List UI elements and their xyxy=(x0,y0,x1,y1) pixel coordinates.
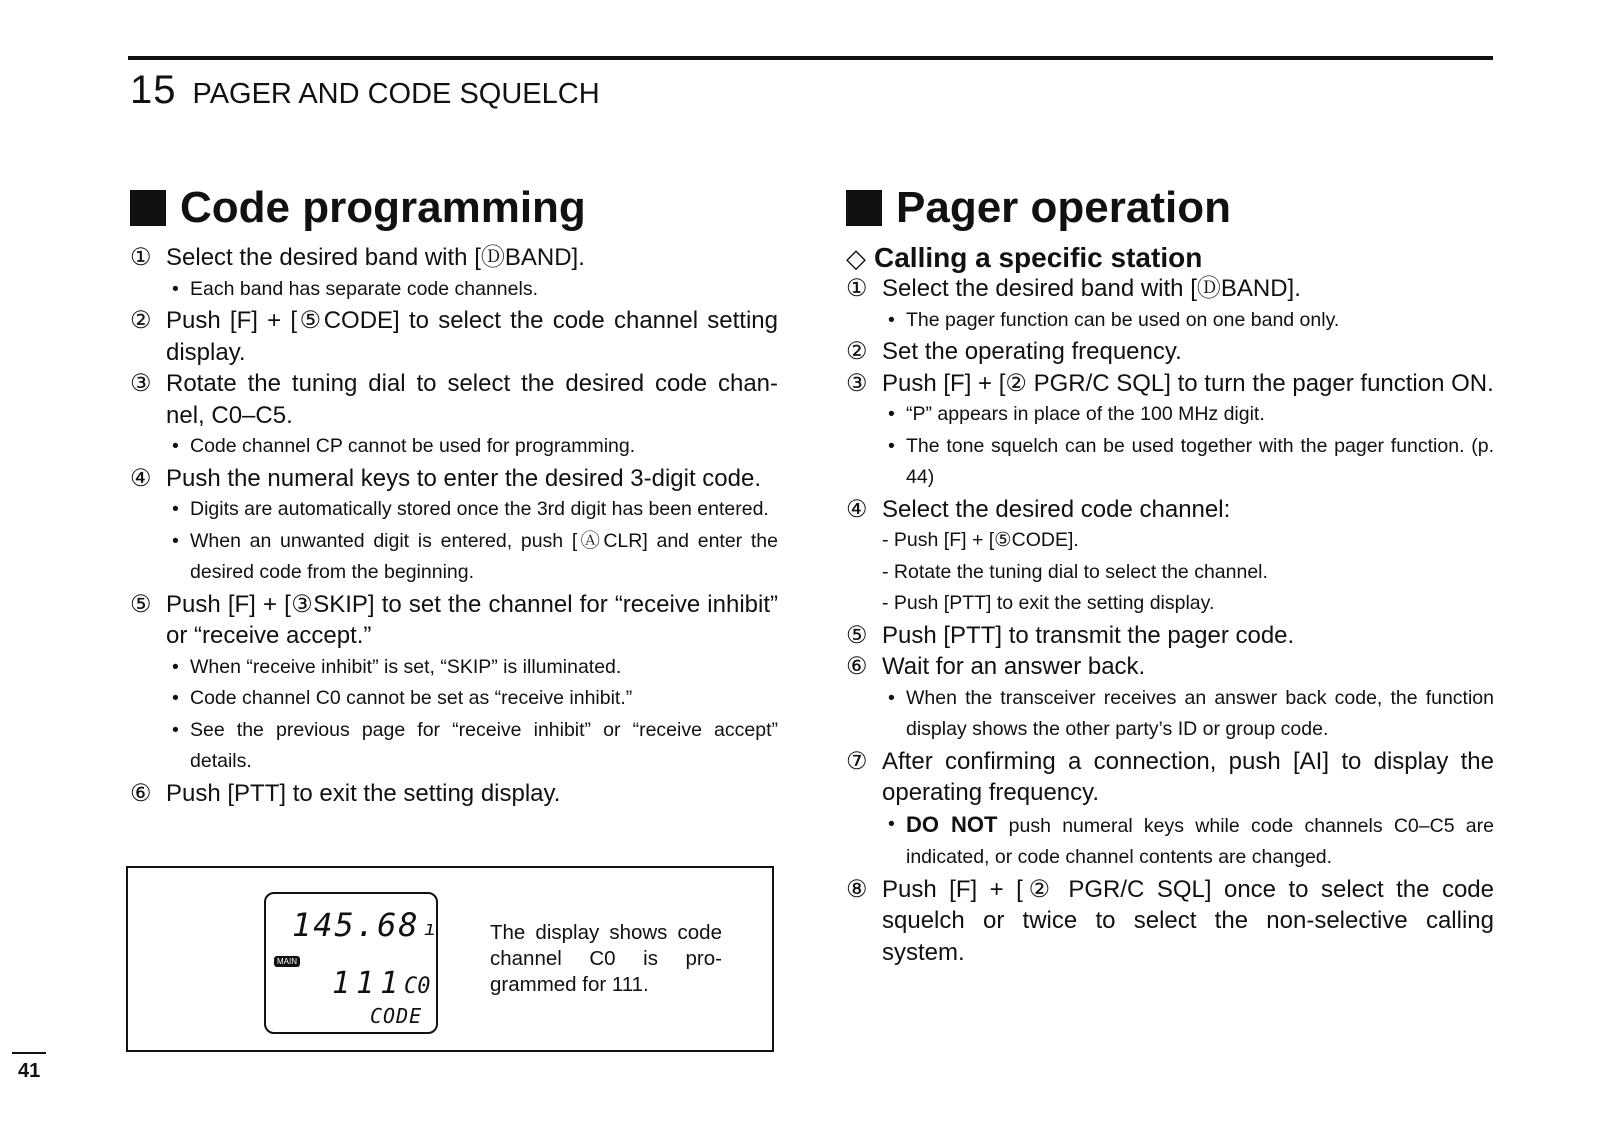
bullet-icon: • xyxy=(888,812,895,835)
bullet-icon: • xyxy=(172,498,179,520)
note-item xyxy=(130,274,778,306)
section-title-text: Code programming xyxy=(180,183,586,232)
step-item xyxy=(846,651,1494,683)
bullet-icon: • xyxy=(888,403,895,425)
section-bullet-icon xyxy=(130,190,166,226)
pager-operation-section xyxy=(846,182,1494,968)
step-number: ⑤ xyxy=(846,621,868,649)
note-text: Each band has separate code channels. xyxy=(190,277,539,300)
bullet-icon: • xyxy=(172,687,179,709)
diamond-icon: ◇ xyxy=(846,242,866,273)
note-text: The tone squelch can be used together with the pager function. (p. 44) xyxy=(906,434,1494,488)
note-item xyxy=(846,399,1494,431)
step-text: Select the desired band with [ⒹBAND]. xyxy=(166,244,585,271)
lcd-frequency: 145.68 xyxy=(292,906,420,944)
step-item xyxy=(130,305,778,368)
section-bullet-icon xyxy=(846,190,882,226)
step-text: Wait for an answer back. xyxy=(882,653,1146,680)
lcd-display-image xyxy=(264,892,438,1034)
step-item xyxy=(846,874,1494,969)
step-number: ② xyxy=(846,338,868,365)
step-item xyxy=(846,336,1494,368)
step-item xyxy=(846,620,1494,652)
step-text: Select the desired band with [ⒹBAND]. xyxy=(882,275,1301,302)
step-item xyxy=(130,778,778,810)
step-item xyxy=(130,368,778,431)
chapter-header xyxy=(130,68,600,113)
bullet-icon: • xyxy=(888,434,895,457)
step-text: Push [F] + [② PGR/C SQL] once to select the code squelch or twice to select the non-selective calling system. xyxy=(882,875,1494,966)
note-text: When “receive inhibit” is set, “SKIP” is illuminated. xyxy=(190,655,622,678)
note-item xyxy=(130,431,778,463)
step-text: Push [PTT] to transmit the pager code. xyxy=(882,621,1295,649)
note-body: push numeral keys while code channels C0–C5 are indicated, or code channel contents are changed. xyxy=(906,814,1494,868)
header-rule xyxy=(128,56,1493,60)
bullet-icon: • xyxy=(888,308,895,331)
note-text: “P” appears in place of the 100 MHz digit. xyxy=(906,403,1265,425)
step-text: Push the numeral keys to enter the desired 3-digit code. xyxy=(166,464,762,492)
bullet-icon: • xyxy=(172,655,179,678)
page-number xyxy=(18,1060,40,1083)
step-number: ⑥ xyxy=(846,653,868,680)
note-item xyxy=(130,652,778,684)
note-item xyxy=(846,305,1494,337)
note-text: When an unwanted digit is entered, push [ⒶCLR] and enter the desired code from the beginning. xyxy=(190,529,778,583)
chapter-title: PAGER AND CODE SQUELCH xyxy=(192,78,600,110)
subsection-heading xyxy=(846,242,1494,274)
step-number: ③ xyxy=(130,370,152,397)
note-text: Code channel C0 cannot be set as “receive inhibit.” xyxy=(190,687,633,709)
note-item xyxy=(846,431,1494,494)
step-text: Rotate the tuning dial to select the desired code chan-nel, C0–C5. xyxy=(166,370,778,429)
note-emphasis: DO NOT xyxy=(906,811,998,837)
section-title xyxy=(846,182,1494,234)
step-item xyxy=(130,589,778,652)
step-item xyxy=(846,746,1494,809)
instruction-list xyxy=(130,242,778,809)
step-item xyxy=(130,242,778,274)
note-item xyxy=(130,526,778,589)
note-text xyxy=(906,809,1494,874)
section-title-text: Pager operation xyxy=(896,183,1231,232)
note-text: Code channel CP cannot be used for programming. xyxy=(190,435,636,457)
bullet-icon: • xyxy=(172,435,179,457)
step-number: ⑥ xyxy=(130,779,152,807)
step-number: ④ xyxy=(846,495,868,523)
step-number: ⑤ xyxy=(130,590,152,618)
note-item xyxy=(846,683,1494,746)
sub-step-item: - Rotate the tuning dial to select the channel. xyxy=(882,560,1268,583)
sub-step-item: - Push [PTT] to exit the setting display. xyxy=(882,592,1215,614)
note-text: The pager function can be used on one band only. xyxy=(906,308,1340,331)
step-text: Set the operating frequency. xyxy=(882,338,1182,365)
note-item xyxy=(130,715,778,778)
note-item xyxy=(130,494,778,526)
step-text: Select the desired code channel: xyxy=(882,495,1231,523)
display-example-box xyxy=(126,866,774,1052)
step-text: After confirming a connection, push [AI] to display the operating frequency. xyxy=(882,747,1494,806)
step-text: Push [PTT] to exit the setting display. xyxy=(166,779,561,807)
step-number: ① xyxy=(846,275,868,302)
bullet-icon: • xyxy=(172,529,179,552)
lcd-code-label: CODE xyxy=(370,1004,423,1028)
bullet-icon: • xyxy=(888,686,895,709)
instruction-list xyxy=(846,273,1494,968)
code-programming-section xyxy=(130,182,778,809)
lcd-channel: C0 xyxy=(404,974,431,999)
page-number-rule xyxy=(12,1052,46,1054)
page-number-text: 41 xyxy=(18,1060,41,1082)
step-text: Push [F] + [② PGR/C SQL] to turn the pager function ON. xyxy=(882,369,1494,397)
step-item xyxy=(846,368,1494,400)
step-text: Push [F] + [③SKIP] to set the channel for “receive inhibit” or “receive accept.” xyxy=(166,590,778,649)
step-number: ④ xyxy=(130,464,152,492)
note-text: When the transceiver receives an answer back code, the function display shows the other party’s ID or group code. xyxy=(906,686,1494,740)
note-item xyxy=(846,809,1494,874)
lcd-code: 111 xyxy=(332,966,405,1001)
note-text: See the previous page for “receive inhibit” or “receive accept” details. xyxy=(190,718,778,772)
chapter-number: 15 xyxy=(130,68,177,112)
step-number: ① xyxy=(130,244,152,271)
sub-step-item: - Push [F] + [⑤CODE]. xyxy=(882,529,1079,551)
step-number: ⑦ xyxy=(846,747,868,775)
subsection-heading-text: Calling a specific station xyxy=(874,242,1203,273)
note-text: Digits are automatically stored once the 3rd digit has been entered. xyxy=(190,498,769,520)
display-caption: The display shows code channel C0 is pro-grammed for 111. xyxy=(490,921,722,996)
step-item xyxy=(846,273,1494,305)
step-number: ② xyxy=(130,307,152,334)
note-item xyxy=(130,683,778,715)
step-item xyxy=(846,494,1494,526)
bullet-icon: • xyxy=(172,277,179,300)
step-number: ⑧ xyxy=(846,875,868,903)
lcd-marker: ı xyxy=(424,916,437,940)
section-title xyxy=(130,182,778,234)
main-badge: MAIN xyxy=(274,956,300,967)
step-text: Push [F] + [⑤CODE] to select the code channel setting display. xyxy=(166,307,778,366)
step-item xyxy=(130,463,778,495)
step-number: ③ xyxy=(846,369,868,397)
bullet-icon: • xyxy=(172,718,179,741)
